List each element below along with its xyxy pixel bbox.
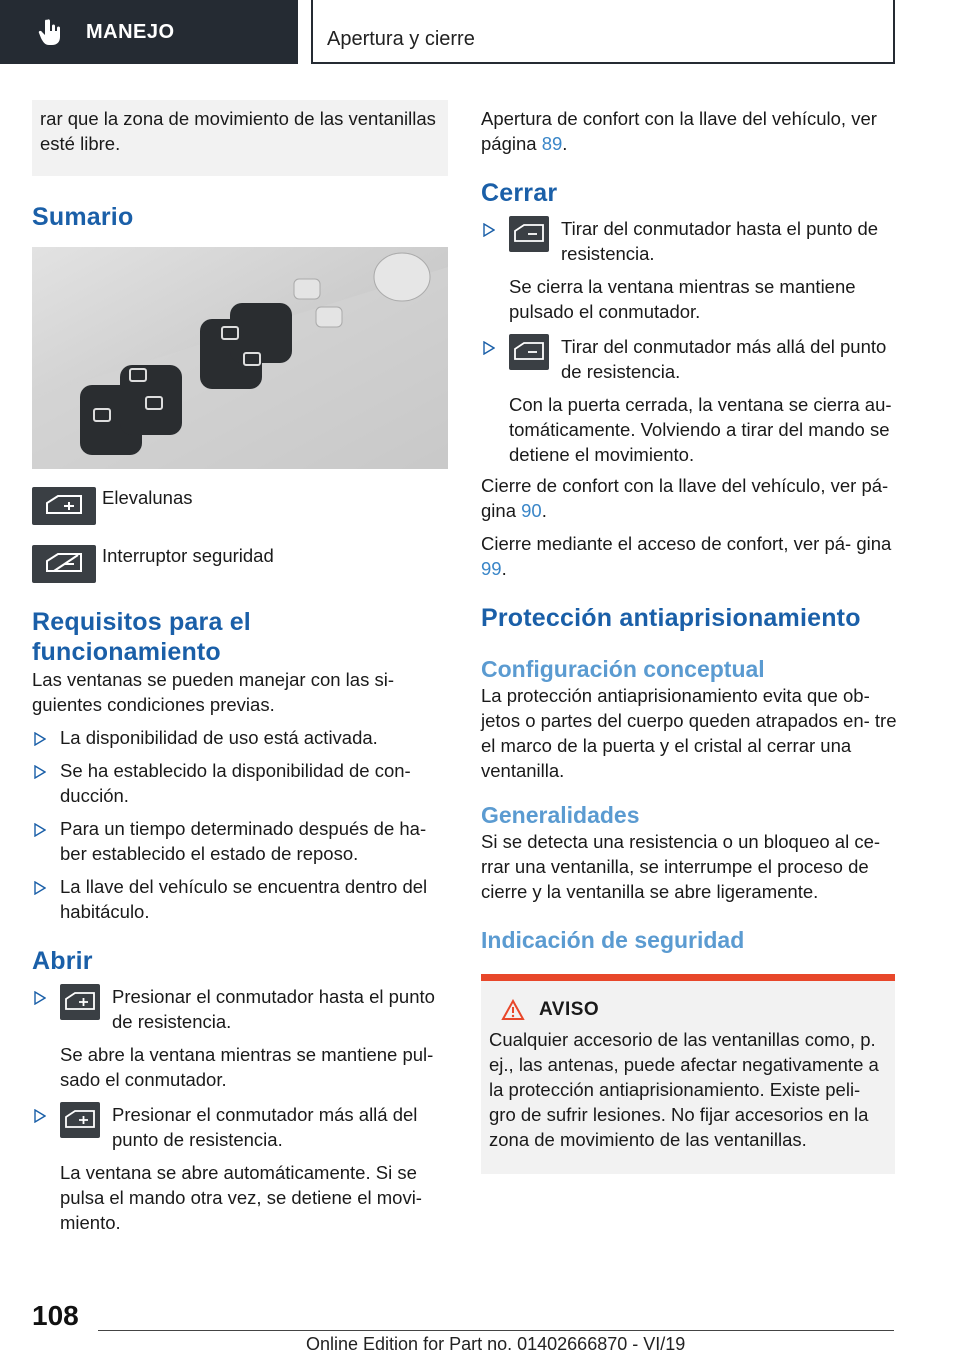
switch-panel-illustration <box>32 247 448 469</box>
configuracion-text: La protección antiaprisionamiento evita que ob- jetos o partes del cuerpo queden atrapados en- tre el marco de la puerta y el cristal al cerrar una ventanilla. <box>481 685 897 781</box>
window-close-icon <box>509 216 549 252</box>
warning-header <box>501 999 887 1021</box>
safety-switch-icon <box>32 545 96 583</box>
page-number: 108 <box>32 1300 79 1331</box>
abrir-heading: Abrir <box>32 947 93 975</box>
step-body: Se cierra la ventana mientras se mantiene pulsado el conmutador. <box>509 276 856 322</box>
sumario-heading: Sumario <box>32 203 134 231</box>
close-access-text: Cierre mediante el acceso de confort, ver pá- gina 99. <box>481 533 892 579</box>
hand-icon <box>38 18 64 46</box>
close-key-label: Cierre de confort con la llave del vehículo, ver pá- gina <box>481 475 889 521</box>
list-item-text: Se ha establecido la disponibilidad de con- ducción. <box>60 760 411 806</box>
seguridad-heading: Indicación de seguridad <box>481 927 745 953</box>
step-body: La ventana se abre automáticamente. Si se pulsa el mando otra vez, se detiene el movi- miento. <box>60 1162 422 1233</box>
page-header <box>0 0 960 66</box>
left-column <box>32 100 448 1235</box>
step-head <box>509 334 897 384</box>
list-item-text: Para un tiempo determinado después de ha- ber establecido el estado de reposo. <box>60 818 427 864</box>
chapter-tab <box>311 0 895 64</box>
cerrar-step-2 <box>481 334 897 467</box>
page-footer <box>0 1290 960 1362</box>
intro-text: rar que la zona de movimiento de las ventanillas esté libre. <box>40 108 436 154</box>
close-access-label: Cierre mediante el acceso de confort, ver pá- gina <box>481 533 892 554</box>
confort-open-label: Apertura de confort con la llave del vehículo, ver página <box>481 108 877 154</box>
requisitos-heading-line-1: Requisitos para el <box>32 608 251 636</box>
step-head <box>60 1102 448 1152</box>
triangle-bullet-icon <box>34 991 46 1005</box>
step-title: Tirar del conmutador hasta el punto de resistencia. <box>561 218 879 264</box>
requisitos-heading <box>32 607 448 667</box>
step-title: Presionar el conmutador más allá del punto de resistencia. <box>112 1104 418 1150</box>
proteccion-heading: Protección antiaprisionamiento <box>481 604 861 632</box>
list-item <box>32 874 448 924</box>
requisitos-list <box>32 725 448 924</box>
requisitos-intro: Las ventanas se pueden manejar con las si- guientes condiciones previas. <box>32 669 394 715</box>
warning-text: Cualquier accesorio de las ventanillas como, p. ej., las antenas, puede afectar negativamente a la protección antiaprisionamiento. Existe peli- gro de sufrir lesiones. No fijar accesorios en la zona de movimiento de las ventanillas. <box>489 1029 879 1150</box>
page-link-90[interactable]: 90 <box>521 500 542 521</box>
confort-open-text: Apertura de confort con la llave del vehículo, ver página 89. <box>481 108 877 154</box>
triangle-bullet-icon <box>34 765 46 779</box>
edition-text: Online Edition for Part no. 01402666870 - VI/19 <box>306 1334 686 1354</box>
list-item <box>32 816 448 866</box>
footer-divider <box>98 1330 894 1331</box>
configuracion-heading: Configuración conceptual <box>481 656 765 682</box>
step-body: Con la puerta cerrada, la ventana se cierra au- tomáticamente. Volviendo a tirar del mando se detiene el movimiento. <box>509 394 892 465</box>
window-lifter-icon <box>32 487 96 525</box>
legend-row-elevalunas <box>32 487 448 525</box>
abrir-step-1 <box>32 984 448 1092</box>
abrir-step-2 <box>32 1102 448 1235</box>
window-close-icon <box>509 334 549 370</box>
page-link-99[interactable]: 99 <box>481 558 502 579</box>
window-open-icon <box>60 984 100 1020</box>
step-title: Tirar del conmutador más allá del punto de resistencia. <box>561 336 887 382</box>
window-open-icon <box>60 1102 100 1138</box>
legend-label: Interruptor seguridad <box>102 545 274 566</box>
triangle-bullet-icon <box>34 1109 46 1123</box>
triangle-bullet-icon <box>34 823 46 837</box>
list-item <box>32 725 448 750</box>
step-head <box>509 216 897 266</box>
legend-label: Elevalunas <box>102 487 193 508</box>
legend-row-interruptor <box>32 545 448 583</box>
step-body: Se abre la ventana mientras se mantiene pul- sado el conmutador. <box>60 1044 434 1090</box>
requisitos-heading-line-2: funcionamiento <box>32 638 221 666</box>
window-switch-photo <box>32 247 448 469</box>
triangle-bullet-icon <box>34 881 46 895</box>
continued-note <box>32 100 448 176</box>
triangle-bullet-icon <box>483 341 495 355</box>
generalidades-heading: Generalidades <box>481 802 640 828</box>
generalidades-text: Si se detecta una resistencia o un bloqueo al ce- rrar una ventanilla, se interrumpe el proceso de cierre y la ventanilla se abre ligeramente. <box>481 831 881 902</box>
list-item-text: La llave del vehículo se encuentra dentro del habitáculo. <box>60 876 428 922</box>
warning-triangle-icon <box>501 999 525 1021</box>
list-item-text: La disponibilidad de uso está activada. <box>60 727 378 748</box>
cerrar-step-1 <box>481 216 897 324</box>
section-tab <box>0 0 298 64</box>
page-link-89[interactable]: 89 <box>541 133 563 154</box>
step-head <box>60 984 448 1034</box>
triangle-bullet-icon <box>483 223 495 237</box>
step-title: Presionar el conmutador hasta el punto de resistencia. <box>112 986 435 1032</box>
triangle-bullet-icon <box>34 732 46 746</box>
cerrar-heading: Cerrar <box>481 179 558 207</box>
warning-label: AVISO <box>539 999 600 1020</box>
right-column <box>481 100 897 1174</box>
section-title: MANEJO <box>86 20 175 43</box>
chapter-title: Apertura y cierre <box>327 28 475 50</box>
close-key-text: Cierre de confort con la llave del vehículo, ver pá- gina 90. <box>481 475 889 521</box>
warning-box <box>481 974 895 1174</box>
list-item <box>32 758 448 808</box>
